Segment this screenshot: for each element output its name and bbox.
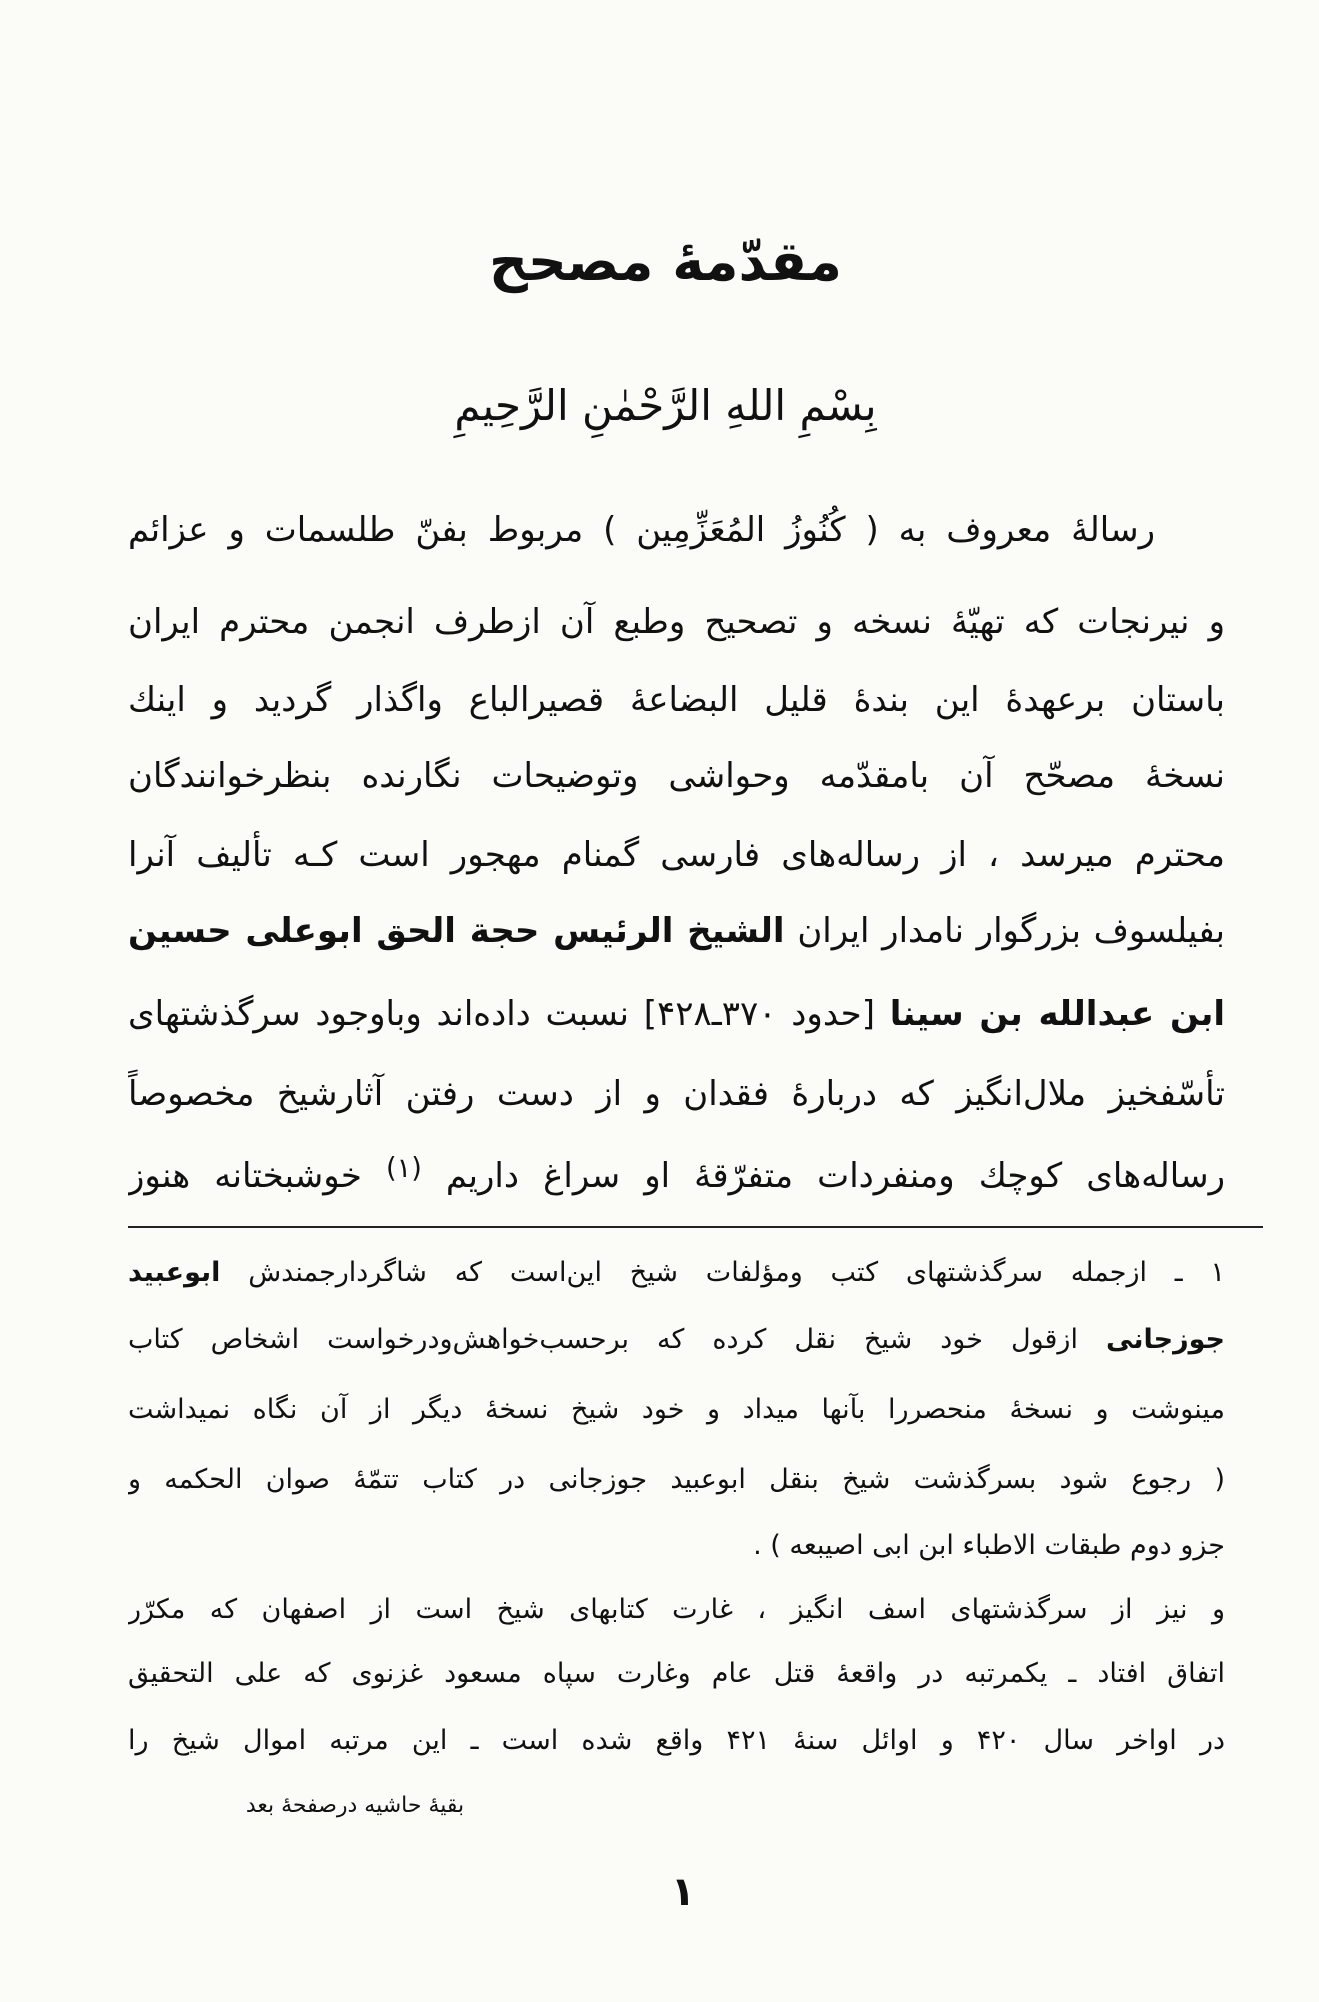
body-text: محترم میرسد ، از رساله‌های فارسی گمنام مهجور است کـه تألیف آنرا [128, 835, 1225, 875]
page-number: ۱ [670, 1869, 696, 1915]
author-name-bold: ابن عبدالله بن سینا [889, 994, 1225, 1034]
body-line-4 [128, 746, 1225, 806]
basmala: بِسْمِ اللهِ الرَّحْمٰنِ الرَّحِیمِ [454, 381, 877, 430]
body-line-5 [128, 825, 1225, 885]
footnote-line-1 [128, 1248, 1225, 1298]
footnote-separator [128, 1226, 1263, 1228]
body-line-8 [128, 1064, 1225, 1124]
footnote-text: و نیز از سرگذشتهای اسف انگیز ، غارت کتابهای شیخ است از اصفهان که مکرّر [128, 1594, 1225, 1625]
body-line-3 [128, 670, 1225, 730]
body-text: رساله‌های کوچك ومنفردات متفرّقهٔ او سراغ داریم [445, 1156, 1225, 1196]
body-text: تأسّفخیز ملال‌انگیز که دربارهٔ فقدان و از دست رفتن آثارشیخ مخصوصاً [128, 1074, 1225, 1114]
footnote-line-5 [128, 1521, 1225, 1571]
footnote-text: اتفاق افتاد ـ یکمرتبه در واقعهٔ قتل عام وغارت سپاه مسعود غزنوی که علی التحقیق [128, 1658, 1225, 1689]
footnote-text: مینوشت و نسخهٔ منحصررا بآنها میداد و خود شیخ نسخهٔ دیگر از آن نگاه نمیداشت [128, 1394, 1225, 1425]
footnote-line-4 [128, 1455, 1225, 1505]
footnote-line-8 [128, 1716, 1225, 1766]
footnote-text: جزو دوم طبقات الاطباء ابن ابی اصیبعه ) . [753, 1530, 1225, 1561]
footnote-line-6 [128, 1585, 1225, 1635]
body-line-2 [128, 592, 1225, 652]
footnote-line-3 [128, 1385, 1225, 1435]
page-title: مقدّمهٔ مصحح [489, 230, 842, 293]
continuation-note: بقیهٔ حاشیه درصفحهٔ بعد [245, 1793, 465, 1818]
body-line-9 [128, 1146, 1225, 1206]
body-text: خوشبختانه هنوز [128, 1156, 362, 1196]
footnote-text: ( رجوع شود بسرگذشت شیخ بنقل ابوعبید جوزجانی در کتاب تتمّهٔ صوان الحکمه و [128, 1464, 1225, 1495]
body-text: باستان برعهدهٔ این بندهٔ قلیل البضاعهٔ قصیرالباع واگذار گردید و اینك [128, 680, 1225, 720]
footnote-name-bold: جوزجانی [1106, 1324, 1225, 1355]
footnote-text: ازقول خود شیخ نقل کرده که برحسب‌خواهش‌ودرخواست اشخاص کتاب [128, 1324, 1078, 1355]
footnote-name-bold: ابوعبید [128, 1257, 221, 1288]
body-text: بفیلسوف بزرگوار نامدار ایران [797, 911, 1225, 951]
body-text: و نیرنجات که تهیّهٔ نسخه و تصحیح وطبع آن ازطرف انجمن محترم ایران [128, 602, 1225, 642]
author-name-bold: الشیخ الرئیس حجة الحق ابوعلی حسین [128, 911, 785, 951]
footnote-line-2 [128, 1315, 1225, 1365]
footnote-text: ۱ ـ ازجمله سرگذشتهای کتب ومؤلفات شیخ این‌است که شاگردارجمندش [248, 1257, 1225, 1288]
footnote-line-7 [128, 1649, 1225, 1699]
body-text: [حدود ۳۷۰ـ۴۲۸] نسبت داده‌اند وباوجود سرگذشتهای [128, 994, 875, 1034]
body-text: نسخهٔ مصحّح آن بامقدّمه وحواشی وتوضیحات نگارنده بنظرخوانندگان [128, 756, 1225, 796]
body-line-6 [128, 901, 1225, 961]
body-line-7 [128, 984, 1225, 1044]
body-text: رسالهٔ معروف به ( کُنُوزُ المُعَزِّمِین ) مربوط بفنّ طلسمات و عزائم [128, 510, 1155, 550]
footnote-text: در اواخر سال ۴۲۰ و اوائل سنهٔ ۴۲۱ واقع شده است ـ این مرتبه اموال شیخ را [128, 1725, 1225, 1756]
body-line-1 [128, 500, 1225, 560]
footnote-reference: (۱) [385, 1153, 422, 1185]
